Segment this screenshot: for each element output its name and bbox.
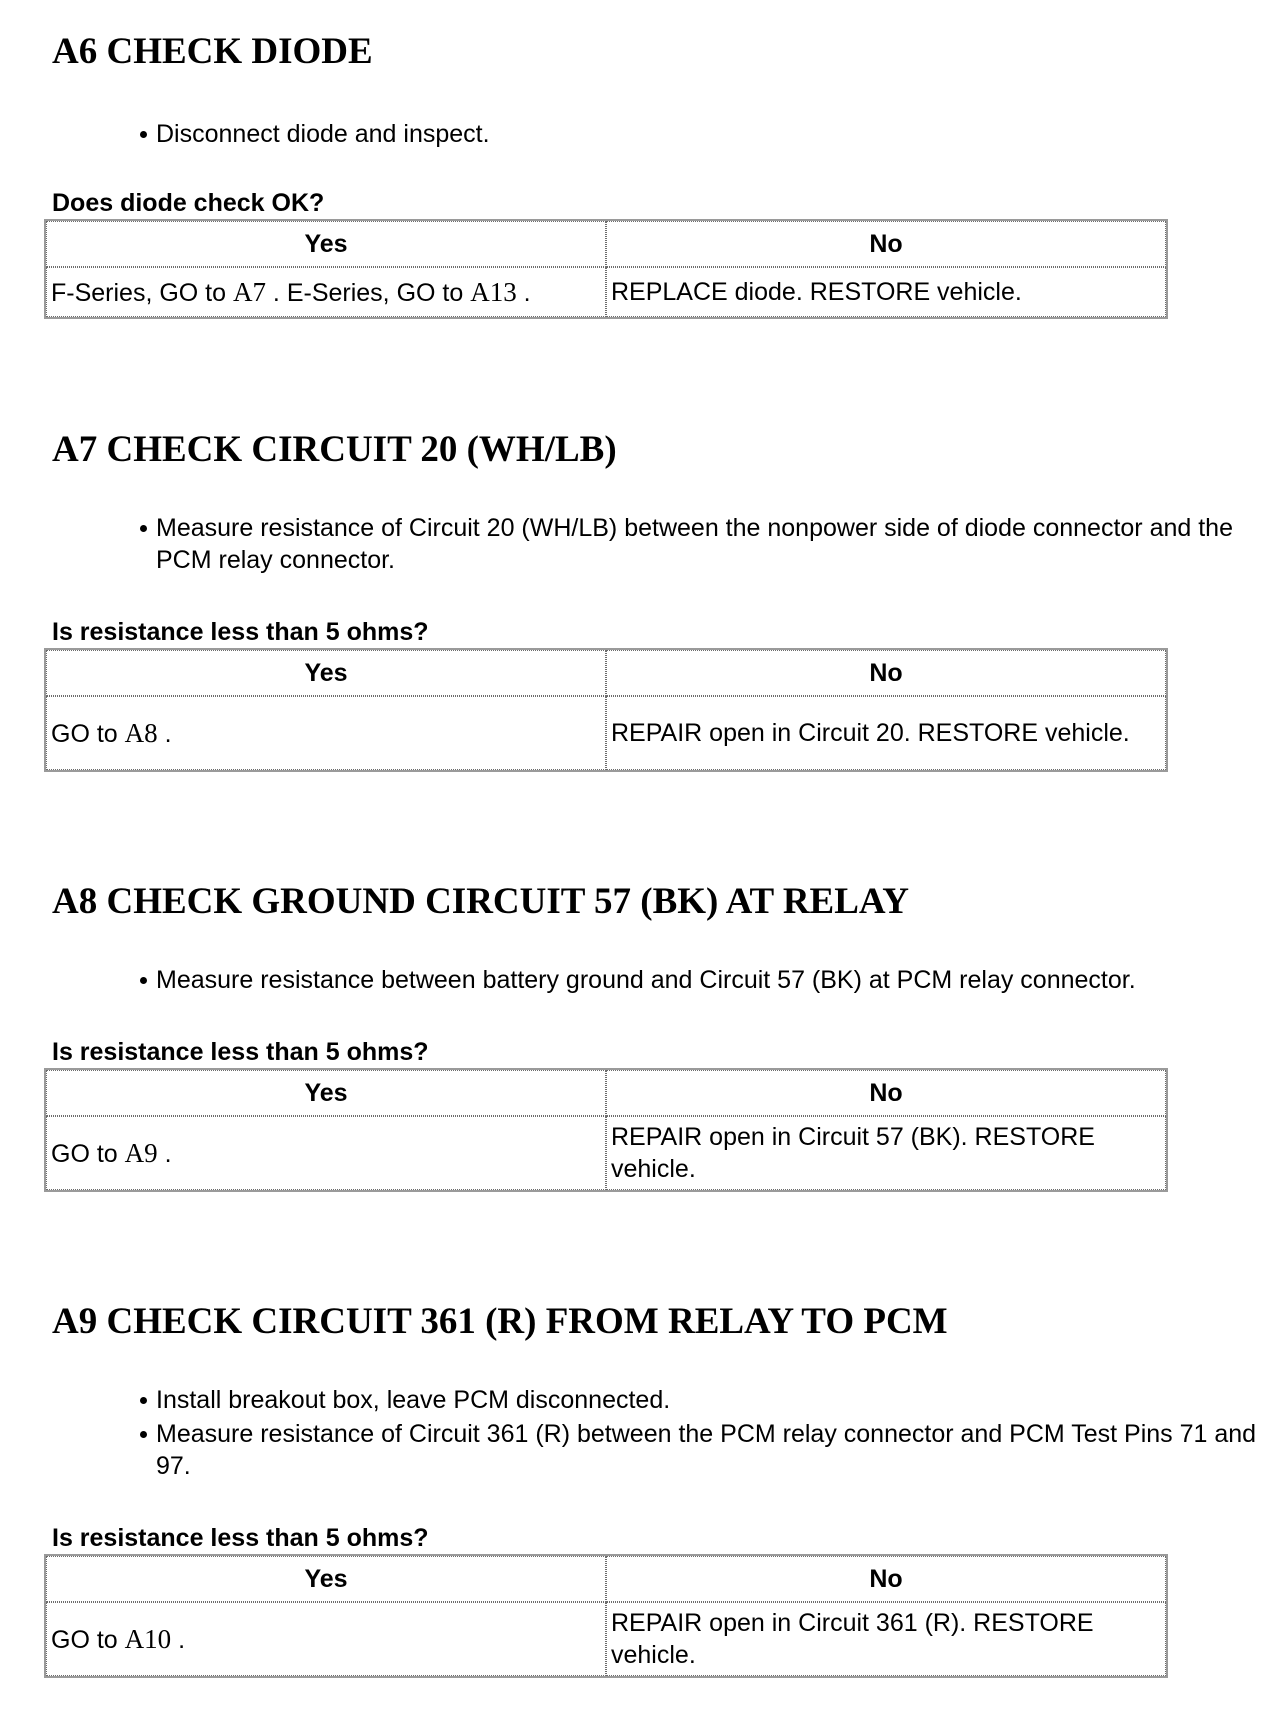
table-header-row [46,221,1166,267]
table-row [46,1116,1166,1190]
step-link-a9[interactable]: A9 [124,1137,158,1168]
table-row [46,1602,1166,1676]
no-header: No [606,1070,1166,1116]
section-heading: A9 CHECK CIRCUIT 361 (R) FROM RELAY TO PCM [52,1301,948,1342]
instruction-item: Measure resistance between battery ground and Circuit 57 (BK) at PCM relay connector. [138,964,1258,996]
no-header: No [606,221,1166,267]
section-heading: A8 CHECK GROUND CIRCUIT 57 (BK) AT RELAY [52,881,909,922]
result-table [44,219,1168,319]
step-link-a7[interactable]: A7 [232,276,266,307]
step-link-a8[interactable]: A8 [124,717,158,748]
step-link-a10[interactable]: A10 [124,1623,172,1654]
instruction-list [138,118,1258,152]
yes-header: Yes [46,650,606,696]
table-row [46,267,1166,317]
instruction-item: Measure resistance of Circuit 361 (R) between the PCM relay connector and PCM Test Pins 71 and 97. [138,1418,1258,1482]
yes-header: Yes [46,1070,606,1116]
result-table [44,648,1168,772]
no-cell: REPAIR open in Circuit 57 (BK). RESTORE vehicle. [606,1116,1166,1190]
yes-cell: GO to A8 . [46,696,606,770]
instruction-list [138,512,1258,578]
result-table [44,1554,1168,1678]
bullet-icon [140,1397,147,1404]
instruction-list [138,1384,1258,1484]
bullet-icon [140,1431,147,1438]
no-cell: REPAIR open in Circuit 20. RESTORE vehicle. [606,696,1166,770]
section-heading: A6 CHECK DIODE [52,31,373,72]
yes-header: Yes [46,221,606,267]
question-label: Is resistance less than 5 ohms? [52,1524,429,1552]
result-table [44,1068,1168,1192]
table-row [46,696,1166,770]
instruction-item: Install breakout box, leave PCM disconnected. [138,1384,1258,1416]
bullet-icon [140,525,147,532]
instruction-item: Measure resistance of Circuit 20 (WH/LB) between the nonpower side of diode connector and the PCM relay connector. [138,512,1258,576]
section-heading: A7 CHECK CIRCUIT 20 (WH/LB) [52,429,617,470]
bullet-icon [140,977,147,984]
instruction-item: Disconnect diode and inspect. [138,118,1258,150]
question-label: Is resistance less than 5 ohms? [52,618,429,646]
question-label: Does diode check OK? [52,189,325,217]
no-header: No [606,650,1166,696]
yes-cell: GO to A10 . [46,1602,606,1676]
instruction-list [138,964,1258,998]
no-cell: REPAIR open in Circuit 361 (R). RESTORE vehicle. [606,1602,1166,1676]
table-header-row [46,1556,1166,1602]
no-cell: REPLACE diode. RESTORE vehicle. [606,267,1166,317]
step-link-a13[interactable]: A13 [470,276,517,307]
table-header-row [46,1070,1166,1116]
yes-cell: F-Series, GO to A7 . E-Series, GO to A13 . [46,267,606,317]
question-label: Is resistance less than 5 ohms? [52,1038,429,1066]
yes-header: Yes [46,1556,606,1602]
bullet-icon [140,131,147,138]
no-header: No [606,1556,1166,1602]
yes-cell: GO to A9 . [46,1116,606,1190]
table-header-row [46,650,1166,696]
